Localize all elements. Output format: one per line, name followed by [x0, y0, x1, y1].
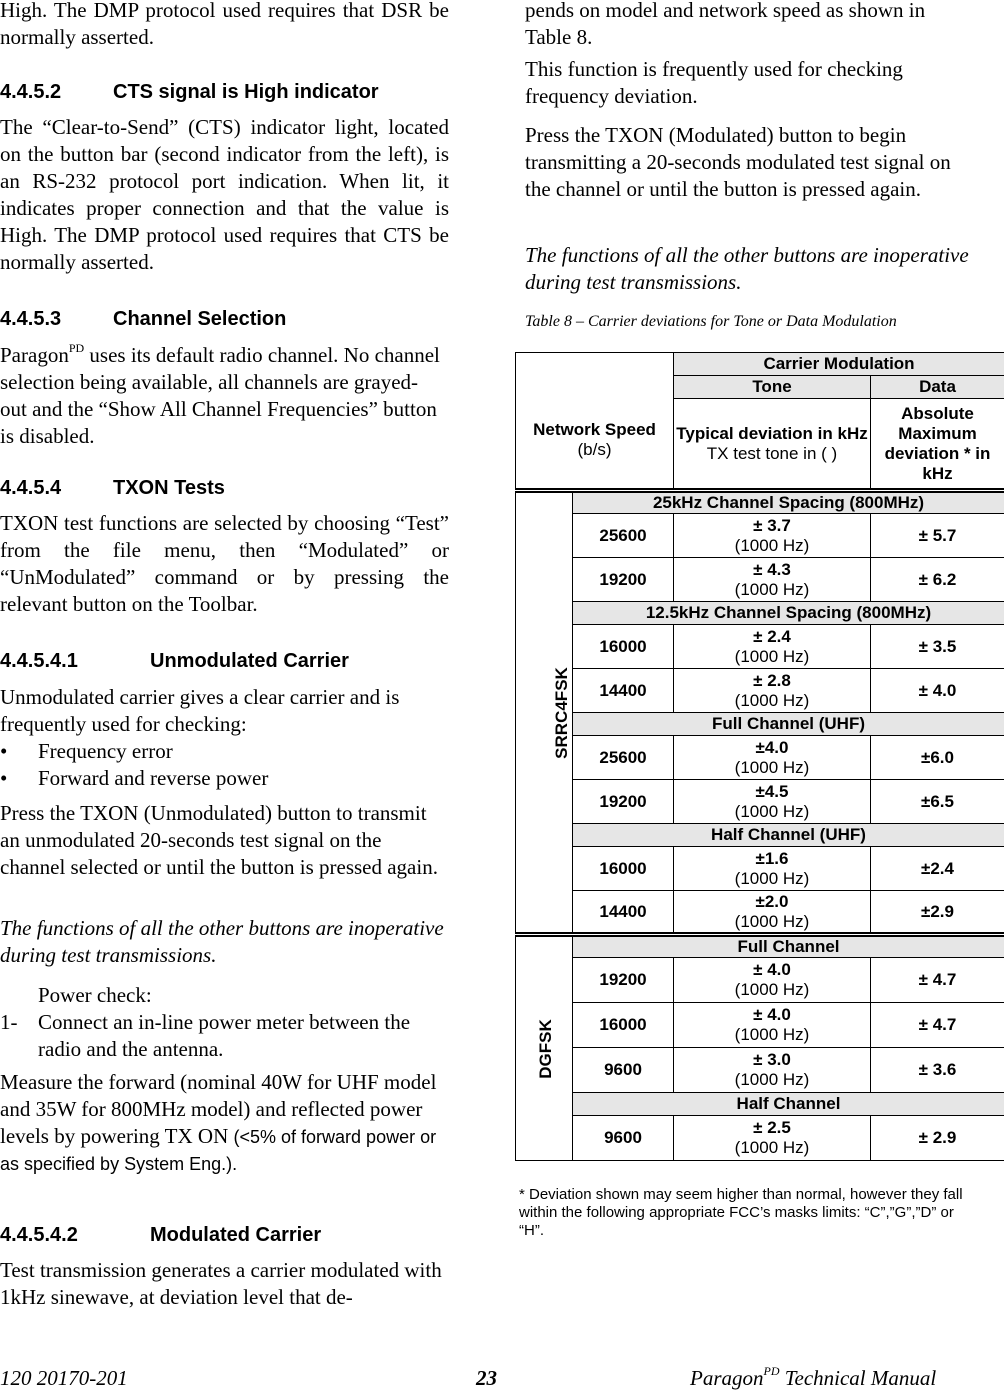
data-cell: ± 6.2	[871, 558, 1004, 602]
data-cell: ± 4.7	[871, 958, 1004, 1003]
data-cell: ± 2.9	[871, 1116, 1004, 1161]
bullet-list	[0, 738, 449, 792]
table-row	[516, 1048, 1004, 1093]
tone-header: Tone	[674, 376, 871, 399]
tone-cell: ± 4.0 (1000 Hz)	[674, 1003, 871, 1048]
table-row	[516, 625, 1004, 669]
speed-cell: 19200	[573, 958, 674, 1003]
heading-number: 4.4.5.4.2	[0, 1224, 78, 1246]
table-row	[516, 1003, 1004, 1048]
network-speed-header: Network Speed (b/s)	[516, 353, 674, 491]
footer-doc-number: 120 20170-201	[0, 1366, 128, 1390]
heading-title: CTS signal is High indicator	[113, 81, 379, 103]
modulation-label-dgfsk_label: DGFSK	[516, 935, 573, 1161]
paragraph-unmodulated: Unmodulated carrier gives a clear carrier and is frequently used for checking:	[0, 685, 400, 736]
speed-cell: 16000	[573, 625, 674, 669]
speed-cell: 9600	[573, 1048, 674, 1093]
paragraph-mod-note: The functions of all the other buttons are inoperative during test transmissions.	[525, 243, 969, 294]
brand-superscript: PD	[68, 341, 85, 355]
data-cell: ±6.5	[871, 780, 1004, 824]
table-row	[516, 558, 1004, 602]
paragraph-unmod-note: The functions of all the other buttons are inoperative during test transmissions.	[0, 916, 444, 967]
speed-cell: 14400	[573, 891, 674, 935]
data-cell: ±2.9	[871, 891, 1004, 935]
brand-name: Paragon	[0, 343, 69, 367]
group-header: Full Channel	[573, 935, 1004, 958]
modulation-label-srrc_label: SRRC4FSK	[516, 491, 573, 935]
carrier-deviation-table	[515, 352, 1004, 1161]
heading-modulated	[0, 1224, 321, 1247]
list-item: • Frequency error	[0, 739, 173, 763]
heading-number: 4.4.5.4	[0, 477, 62, 499]
table-row	[516, 669, 1004, 713]
heading-title: TXON Tests	[113, 477, 225, 499]
tone-cell: ±2.0 (1000 Hz)	[674, 891, 871, 935]
heading-txon-tests	[0, 477, 225, 500]
paragraph-channel	[0, 342, 440, 450]
speed-cell: 9600	[573, 1116, 674, 1161]
table-row	[516, 736, 1004, 780]
table-footnote: * Deviation shown may seem higher than normal, however they fall within the following appropriate FCC’s masks limits: “C”,”G”,”D” or “H”.	[519, 1186, 963, 1239]
step-item	[0, 1009, 449, 1063]
tone-cell: ±4.5 (1000 Hz)	[674, 780, 871, 824]
heading-title: Channel Selection	[113, 308, 287, 330]
heading-unmodulated	[0, 650, 349, 673]
table-row	[516, 847, 1004, 891]
paragraph-unmod-press: Press the TXON (Unmodulated) button to transmit an unmodulated 20-seconds test signal on the channel selected or until the button is pressed again.	[0, 801, 438, 879]
table-row	[516, 958, 1004, 1003]
data-cell: ± 3.6	[871, 1048, 1004, 1093]
bullet-icon: •	[0, 766, 8, 790]
paragraph-measure-sans: (<5% of forward power or as specified by System Eng.).	[0, 1127, 437, 1174]
bullet-icon: •	[0, 739, 8, 763]
table-row	[516, 514, 1004, 558]
paragraph-dsr: High. The DMP protocol used requires that DSR be normally asserted.	[0, 0, 449, 49]
data-cell: ± 4.0	[871, 669, 1004, 713]
paragraph-mod-press: Press the TXON (Modulated) button to begin transmitting a 20-seconds modulated test signal on the channel or until the button is pressed again.	[525, 123, 951, 201]
data-cell: ±6.0	[871, 736, 1004, 780]
group-header: Half Channel	[573, 1093, 1004, 1116]
data-cell: ± 5.7	[871, 514, 1004, 558]
tone-cell: ± 2.5 (1000 Hz)	[674, 1116, 871, 1161]
heading-title: Unmodulated Carrier	[150, 650, 349, 672]
speed-cell: 19200	[573, 558, 674, 602]
footer-manual-title: Paragon$^{PD}$ Technical Manual	[690, 1364, 937, 1390]
step-number: 1-	[0, 1010, 18, 1034]
table-row	[516, 780, 1004, 824]
group-header: 25kHz Channel Spacing (800MHz)	[573, 491, 1004, 514]
heading-number: 4.4.5.3	[0, 308, 62, 330]
power-check-label: Power check:	[38, 983, 152, 1007]
data-cell: ± 4.7	[871, 1003, 1004, 1048]
paragraph-frequency: This function is frequently used for checking frequency deviation.	[525, 57, 903, 108]
tone-cell: ± 4.3 (1000 Hz)	[674, 558, 871, 602]
paragraph-txon: TXON test functions are selected by choosing “Test” from the file menu, then “Modulated” or “UnModulated” command or by pressing the relevant button on the Toolbar.	[0, 511, 449, 616]
tone-cell: ± 3.7 (1000 Hz)	[674, 514, 871, 558]
paragraph-channel-text: uses its default radio channel. No channel selection being available, all channels are grayed-out and the “Show All Channel Frequencies” button is disabled.	[0, 343, 440, 448]
data-cell: ±2.4	[871, 847, 1004, 891]
list-item: • Forward and reverse power	[0, 766, 269, 790]
step-text: Connect an in-line power meter between the radio and the antenna.	[38, 1010, 411, 1061]
group-header: Half Channel (UHF)	[573, 824, 1004, 847]
tone-cell: ± 2.4 (1000 Hz)	[674, 625, 871, 669]
heading-number: 4.4.5.4.1	[0, 650, 78, 672]
table-row	[516, 891, 1004, 935]
heading-number: 4.4.5.2	[0, 81, 62, 103]
paragraph-modulated: Test transmission generates a carrier modulated with 1kHz sinewave, at deviation level that de-	[0, 1258, 442, 1309]
group-header: 12.5kHz Channel Spacing (800MHz)	[573, 602, 1004, 625]
tone-cell: ±1.6 (1000 Hz)	[674, 847, 871, 891]
tone-cell: ± 2.8 (1000 Hz)	[674, 669, 871, 713]
tone-cell: ±4.0 (1000 Hz)	[674, 736, 871, 780]
data-description: Absolute Maximum deviation * in kHz	[871, 399, 1004, 491]
speed-cell: 14400	[573, 669, 674, 713]
table-caption: Table 8 – Carrier deviations for Tone or Data Modulation	[525, 313, 897, 330]
table-row	[516, 1116, 1004, 1161]
speed-cell: 16000	[573, 1003, 674, 1048]
heading-channel-selection	[0, 308, 286, 331]
data-header: Data	[871, 376, 1004, 399]
tone-description: Typical deviation in kHz TX test tone in ( )	[674, 399, 871, 491]
speed-cell: 19200	[573, 780, 674, 824]
tone-cell: ± 3.0 (1000 Hz)	[674, 1048, 871, 1093]
heading-title: Modulated Carrier	[150, 1224, 322, 1246]
group-header: Full Channel (UHF)	[573, 713, 1004, 736]
paragraph-measure	[0, 1069, 449, 1177]
footer-page-number: 23	[476, 1366, 497, 1390]
heading-cts	[0, 81, 379, 104]
tone-cell: ± 4.0 (1000 Hz)	[674, 958, 871, 1003]
speed-cell: 25600	[573, 736, 674, 780]
paragraph-measure-text: Measure the forward (nominal 40W for UHF model and 35W for 800MHz model) and reflected power levels by powering TX ON	[0, 1070, 437, 1148]
carrier-modulation-header: Carrier Modulation	[674, 353, 1004, 376]
paragraph-cts: The “Clear-to-Send” (CTS) indicator light, located on the button bar (second indicator from the left), is an RS-232 protocol port indication. When lit, it indicates proper connection and that the value is High. The DMP protocol used requires that CTS be normally asserted.	[0, 115, 449, 274]
data-cell: ± 3.5	[871, 625, 1004, 669]
paragraph-depends: pends on model and network speed as shown in Table 8.	[525, 0, 926, 49]
speed-cell: 25600	[573, 514, 674, 558]
speed-cell: 16000	[573, 847, 674, 891]
